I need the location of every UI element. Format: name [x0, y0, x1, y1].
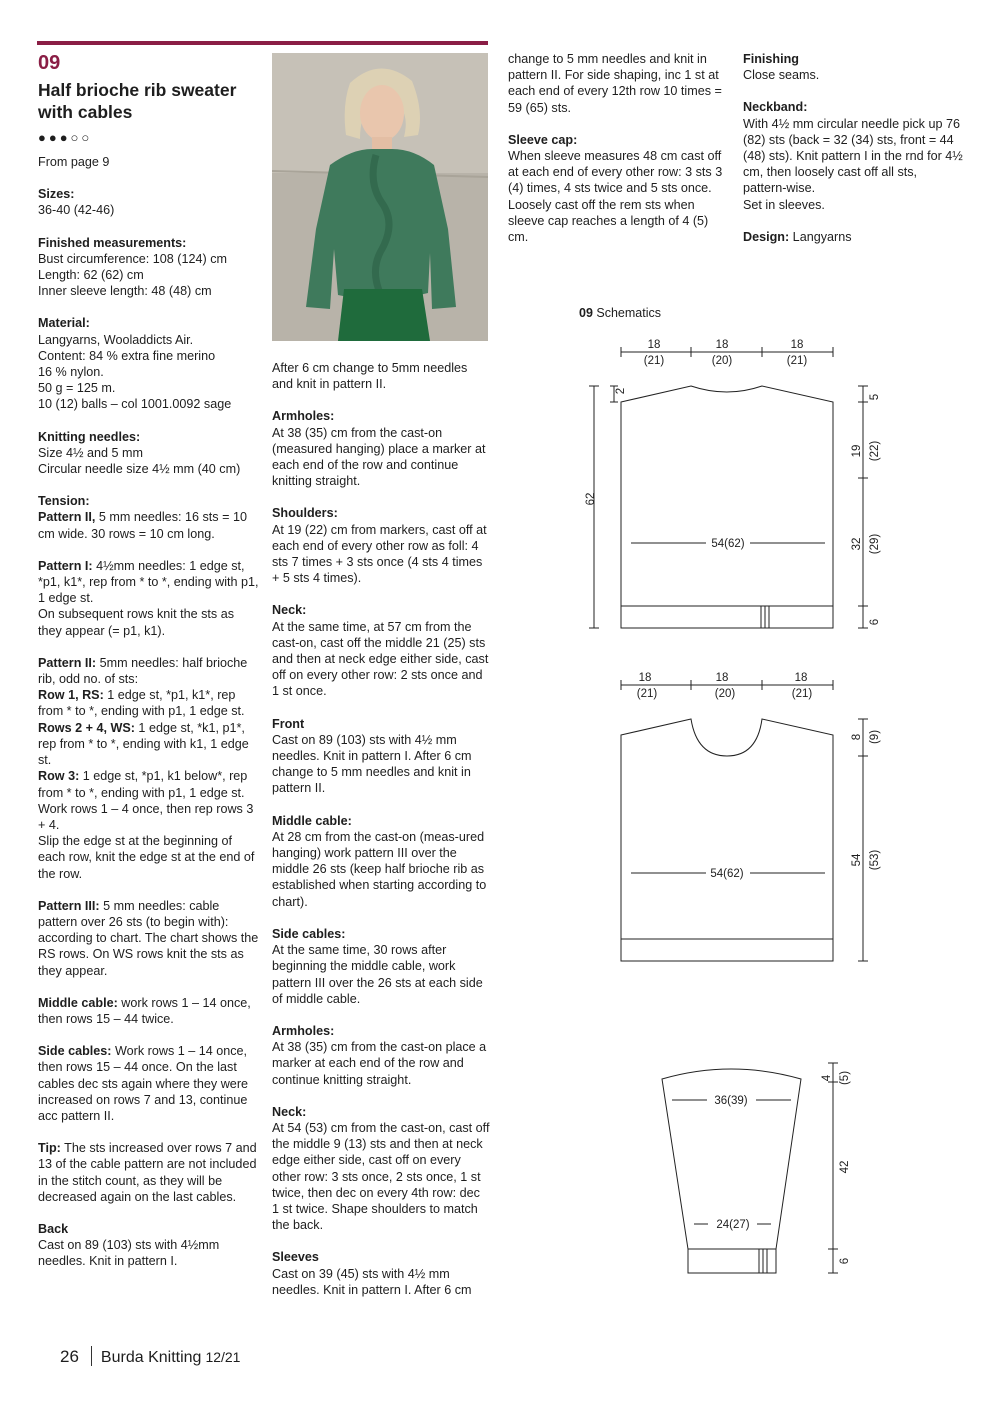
back-right-label: 32 [851, 537, 863, 551]
design-label: Design: [743, 229, 790, 244]
neck-text: At the same time, at 57 cm from the cast-on, cast off the middle 21 (25) sts and then at neck edge either side, cast off on every other row: 2 sts once and 1 st once. [272, 619, 489, 699]
armholes-heading: Armholes: [272, 409, 335, 424]
finished-heading: Finished measurements: [38, 235, 187, 250]
sleeve-right-label: 42 [839, 1160, 851, 1174]
sleeve-cap-text: When sleeve measures 48 cm cast off at each end of every other row: 3 sts 3 (4) times, 4 sts twice and 5 sts once. Loosely cast off the rem sts when sleeve cap reaches a length of 4 (5) cm. [508, 149, 723, 245]
finished-line: Bust circumference: 108 (124) cm [38, 251, 227, 266]
armholes-heading: Armholes: [272, 1023, 335, 1038]
front-side-cables-section [272, 926, 490, 1007]
pattern-1-text-2: On subsequent rows knit the sts as they appear (= p1, k1). [38, 607, 235, 638]
page-footer [60, 1346, 240, 1367]
pattern-3-label: Pattern III: [38, 898, 100, 913]
work-rows-text: Work rows 1 – 4 once, then rep rows 3 + 4. [38, 801, 254, 832]
magazine-name: Burda Knitting [100, 1349, 202, 1366]
tip-text: The sts increased over rows 7 and 13 of the cable pattern are not included in the stitch count, as they will be decreased again on the last cables. [38, 1141, 257, 1204]
neck-text: At 54 (53) cm from the cast-on, cast off the middle 9 (13) sts and then at neck edge either side, cast off on every other row: 3 sts once, 2 sts once, 1 st twice, then dec on every 4th row: dec 1 st twice. Shape shoulders to match the back. [272, 1120, 490, 1233]
material-line: Content: 84 % extra fine merino [38, 348, 216, 363]
back-heading: Back [38, 1221, 69, 1236]
side-cables-section [38, 1043, 260, 1124]
neck-heading: Neck: [272, 603, 307, 618]
sizes-heading: Sizes: [38, 187, 75, 202]
front-top-label: 18 [794, 672, 808, 684]
finishing-section [743, 51, 963, 83]
sleeve-cap-section [508, 132, 730, 245]
back-neck-depth-label: 2 [615, 387, 627, 395]
front-armholes-section [272, 1023, 490, 1088]
from-page: From page 9 [38, 155, 110, 169]
neckband-section [743, 99, 963, 212]
finished-line: Length: 62 (62) cm [38, 268, 144, 283]
shoulders-heading: Shoulders: [272, 506, 338, 521]
shoulders-section [272, 505, 490, 586]
sleeve-top-width-label: 36(39) [714, 1095, 748, 1107]
sleeve-cap-heading: Sleeve cap: [508, 132, 578, 147]
armholes-text: At 38 (35) cm from the cast-on place a marker at each end of the row and continue knitting straight. [272, 1040, 487, 1087]
back-width-label: 54(62) [711, 538, 745, 550]
side-cables-label: Side cables: [38, 1044, 112, 1059]
front-labels [637, 672, 881, 880]
row-3-text: 1 edge st, *p1, k1 below*, rep from * to *, ending with p1, 1 edge st. [38, 769, 248, 800]
column-2 [272, 360, 490, 1314]
pattern-3-text: 5 mm needles: cable pattern over 26 sts (to begin with): according to chart. The chart shows the RS rows. On WS rows knit the sts as they appear. [38, 898, 259, 978]
neckband-text: With 4½ mm circular needle pick up 76 (82) sts (back = 32 (34) sts, front = 44 (48) sts). Knit pattern I in the rnd for 4½ cm, then loosely cast off all sts, pattern-wise. [743, 116, 963, 196]
design-text: Langyarns [789, 229, 852, 244]
back-right-label: (29) [869, 533, 881, 555]
footer-divider [91, 1346, 92, 1366]
finishing-heading: Finishing [743, 52, 799, 66]
back-continued-text: After 6 cm change to 5mm needles and knit in pattern II. [272, 361, 468, 392]
pattern-2-text: 5mm needles: half brioche rib, odd no. of sts: [38, 655, 248, 687]
tip-label: Tip: [38, 1141, 61, 1156]
model-photo [272, 53, 488, 341]
sleeves-text: Cast on 39 (45) sts with 4½ mm needles. Knit in pattern I. After 6 cm [272, 1266, 472, 1297]
front-schematic [621, 680, 868, 961]
pattern-2-label: Pattern II: [38, 655, 97, 670]
back-top-label: 18 [790, 339, 804, 351]
back-top-label: (21) [643, 355, 665, 367]
design-credit [743, 229, 963, 245]
tension-section [38, 493, 260, 542]
front-section [272, 716, 490, 797]
middle-cable-text: work rows 1 – 14 once, then rows 15 – 44 twice. [38, 995, 251, 1026]
back-armholes-section [272, 408, 490, 489]
finished-line: Inner sleeve length: 48 (48) cm [38, 284, 212, 299]
back-schematic [589, 347, 868, 628]
material-line: 16 % nylon. [38, 365, 104, 380]
back-section [38, 1221, 260, 1270]
front-top-label: (20) [714, 688, 736, 700]
sizes-section [38, 186, 260, 218]
material-heading: Material: [38, 316, 90, 331]
back-top-label: 18 [715, 339, 729, 351]
pattern-1-label: Pattern I: [38, 558, 93, 573]
neck-heading: Neck: [272, 1104, 307, 1119]
sleeve-schematic [662, 1063, 838, 1273]
pattern-number: 09 [38, 52, 61, 74]
front-top-label: 18 [638, 672, 652, 684]
header-rule [37, 41, 488, 45]
side-cables-text: Work rows 1 – 14 once, then rows 15 – 44 once. On the last cables dec sts again where they were increased on rows 7 and 13, continue acc pattern II. [38, 1044, 249, 1123]
front-right-label: 8 [851, 733, 863, 741]
front-top-label: (21) [791, 688, 813, 700]
schematics-title: 09 Schematics [579, 306, 661, 320]
tension-label: Pattern II, [38, 510, 96, 525]
column-1 [38, 154, 260, 1286]
front-width-label: 54(62) [710, 868, 744, 880]
difficulty-rating: ●●●○○ [38, 130, 93, 145]
tip-section [38, 1140, 260, 1205]
magazine-issue: 12/21 [205, 1349, 241, 1365]
needles-line: Circular needle size 4½ mm (40 cm) [38, 462, 241, 477]
back-top-label: (20) [711, 355, 733, 367]
set-in-sleeves-text: Set in sleeves. [743, 197, 825, 212]
sleeve-bottom-width-label: 24(27) [716, 1219, 750, 1231]
pattern-title: Half brioche rib sweater with cables [38, 80, 237, 122]
material-line: Langyarns, Wooladdicts Air. [38, 332, 194, 347]
side-cables-heading: Side cables: [272, 926, 346, 941]
material-section [38, 315, 260, 412]
sizes-text: 36-40 (42-46) [38, 203, 115, 218]
sleeve-labels [714, 1071, 851, 1264]
front-heading: Front [272, 716, 305, 731]
back-labels [585, 339, 881, 625]
sleeve-right-label: 4 [821, 1074, 833, 1082]
middle-cable-label: Middle cable: [38, 995, 118, 1010]
row-1-label: Row 1, RS: [38, 688, 104, 703]
rows-2-4-text: 1 edge st, *k1, p1*, rep from * to *, ending with k1, 1 edge st. [38, 720, 249, 768]
back-right-label: 19 [851, 444, 863, 458]
armholes-text: At 38 (35) cm from the cast-on (measured hanging) place a marker at each end of the row and continue knitting straight. [272, 425, 486, 489]
middle-cable-heading: Middle cable: [272, 813, 352, 828]
back-right-label: (22) [869, 440, 881, 462]
pattern-1-section [38, 558, 260, 639]
rows-2-4-label: Rows 2 + 4, WS: [38, 720, 135, 735]
material-line: 10 (12) balls – col 1001.0092 sage [38, 397, 232, 412]
model-illustration [272, 53, 488, 341]
side-cables-text: At the same time, 30 rows after beginning the middle cable, work pattern III over the 26 sts at each side of middle cable. [272, 943, 483, 1006]
row-1-text: 1 edge st, *p1, k1*, rep from * to *, ending with p1, 1 edge st. [38, 688, 245, 719]
middle-cable-text: At 28 cm from the cast-on (meas-ured hanging) work pattern III over the middle 26 sts (keep half brioche rib as established when starting according to chart). [272, 829, 487, 909]
page-number: 26 [60, 1347, 79, 1366]
sleeves-heading: Sleeves [272, 1250, 319, 1265]
back-right-label: 6 [869, 618, 881, 626]
finished-section [38, 235, 260, 300]
material-line: 50 g = 125 m. [38, 381, 116, 396]
back-top-label: 18 [647, 339, 661, 351]
tension-heading: Tension: [38, 494, 90, 509]
pattern-3-section [38, 898, 260, 979]
needles-heading: Knitting needles: [38, 429, 141, 444]
needles-section [38, 429, 260, 478]
front-top-label: 18 [715, 672, 729, 684]
slip-edge-text: Slip the edge st at the beginning of each row, knit the edge st at the end of the row. [38, 834, 255, 881]
sleeve-right-label: (5) [839, 1070, 851, 1086]
back-right-label: 5 [869, 393, 881, 401]
back-neck-section [272, 602, 490, 699]
finishing-text: Close seams. [743, 68, 820, 83]
column-4 [743, 51, 963, 261]
front-top-label: (21) [636, 688, 658, 700]
row-3-label: Row 3: [38, 769, 80, 784]
sleeve-right-label: 6 [839, 1257, 851, 1265]
front-text: Cast on 89 (103) sts with 4½ mm needles. Knit in pattern I. After 6 cm change to 5 mm needles and knit in pattern II. [272, 732, 472, 796]
pattern-1-text: 4½mm needles: 1 edge st, *p1, k1*, rep from * to *, ending with p1, 1 edge st. [38, 558, 259, 606]
needles-line: Size 4½ and 5 mm [38, 445, 143, 460]
middle-cable-section [38, 995, 260, 1027]
sleeves-continued-text: change to 5 mm needles and knit in pattern II. For side shaping, inc 1 st at each end of every 12th row 10 times = 59 (65) sts. [508, 52, 722, 115]
back-top-label: (21) [786, 355, 808, 367]
front-right-label: (9) [869, 729, 881, 745]
pattern-2-section [38, 655, 260, 882]
sleeves-section [272, 1249, 490, 1298]
neckband-heading: Neckband: [743, 100, 808, 115]
shoulders-text: At 19 (22) cm from markers, cast off at each end of every other row as foll: 4 sts 7 times + 3 sts once (4 sts 4 times + 5 sts 4 times). [272, 522, 487, 586]
back-length-label: 62 [585, 492, 597, 506]
back-text: Cast on 89 (103) sts with 4½mm needles. Knit in pattern I. [38, 1238, 220, 1269]
front-right-label: (53) [869, 849, 881, 871]
tension-text: 5 mm needles: 16 sts = 10 cm wide. 30 rows = 10 cm long. [38, 510, 247, 541]
front-neck-section [272, 1104, 490, 1234]
front-middle-cable-section [272, 813, 490, 910]
column-3 [508, 51, 730, 261]
front-right-label: 54 [851, 853, 863, 867]
